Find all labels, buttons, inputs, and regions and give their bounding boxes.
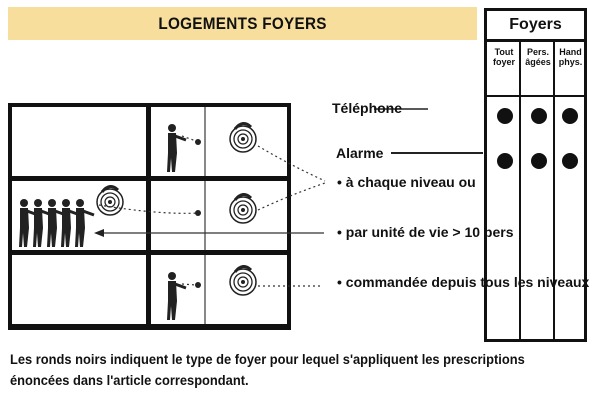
bullet-item: • par unité de vie > 10 pers — [337, 224, 514, 240]
col-header-tout-foyer: Tout foyer — [492, 47, 515, 67]
phone-alarm-icon — [230, 266, 256, 295]
mark-dot — [562, 153, 578, 169]
arrow-head — [94, 229, 104, 237]
phone-alarm-icon — [230, 194, 256, 223]
mark-dot — [531, 108, 547, 124]
col-header-hand-phys: Hand phys. — [558, 47, 583, 67]
mark-dot — [497, 153, 513, 169]
bullet-text: par unité de vie > 10 pers — [345, 224, 514, 240]
row-label-alarme: Alarme — [336, 145, 384, 161]
mark-dot — [497, 108, 513, 124]
page-title: LOGEMENTS FOYERS — [158, 13, 327, 33]
bullet-text: à chaque niveau ou — [345, 174, 476, 190]
alarm-links — [99, 136, 325, 286]
foyers-table — [484, 8, 587, 342]
person-icon — [167, 124, 186, 172]
mark-dot — [531, 153, 547, 169]
phone-alarm-icon — [230, 123, 256, 152]
foyers-title: Foyers — [487, 11, 584, 42]
wall-middle — [146, 103, 151, 330]
marks-layer — [487, 11, 585, 341]
phone-alarm-icon — [97, 186, 123, 215]
bullet-text: commandée depuis tous les niveaux — [345, 274, 590, 290]
mark-dot — [562, 108, 578, 124]
group-people-icon — [19, 199, 94, 247]
wall-right — [287, 103, 291, 330]
bullet-item: • commandée depuis tous les niveaux — [337, 274, 590, 290]
col-header-pers-agees: Pers. âgées — [525, 47, 551, 67]
row-label-telephone: Téléphone — [332, 100, 403, 116]
footnote: Les ronds noirs indiquent le type de foyer pour lequel s'appliquent les prescriptions énoncées dans l'article correspondant. — [10, 351, 525, 388]
bullet-item: • à chaque niveau ou — [337, 174, 476, 190]
person-icon — [167, 272, 186, 320]
wall-left — [8, 103, 12, 330]
